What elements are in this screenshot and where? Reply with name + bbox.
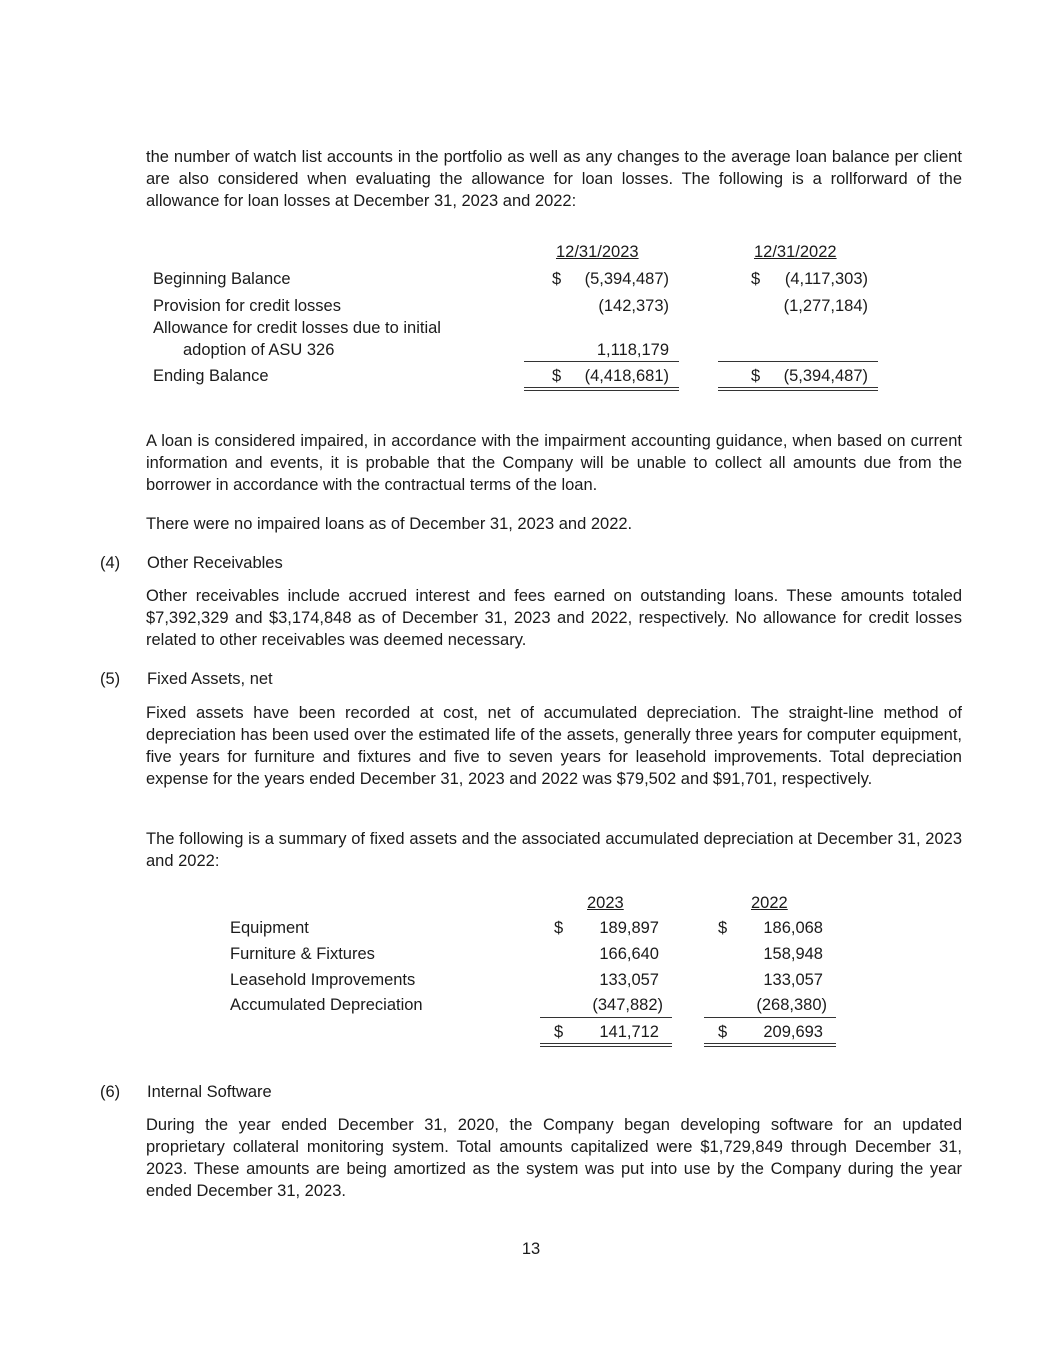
allowance-value: (1,277,184): [783, 297, 868, 315]
fixed-assets-value: 186,068: [763, 919, 823, 937]
fixed-assets-total: 141,712: [599, 1023, 659, 1041]
currency-symbol: $: [552, 367, 562, 385]
section5-number: (5): [100, 670, 121, 688]
allowance-row-label: Provision for credit losses: [153, 297, 341, 315]
section6-body: During the year ended December 31, 2020, the Company began developing software for an updated proprietary collateral monitoring system. Total amounts capitalized were $1,729,849 through December 31, 2023. These amounts are being amortized as the system was put into use by the Company during the year ended December 31, 2023.: [146, 1116, 962, 1200]
section5-title: Fixed Assets, net: [147, 670, 273, 688]
currency-symbol: $: [554, 1023, 564, 1041]
currency-symbol: $: [718, 1023, 728, 1041]
allowance-value: (5,394,487): [584, 270, 669, 288]
no-impaired-paragraph: There were no impaired loans as of December 31, 2023 and 2022.: [146, 515, 633, 533]
allowance-value: (4,117,303): [784, 270, 868, 288]
fixed-assets-row-label: Furniture & Fixtures: [230, 945, 375, 963]
allowance-value: 1,118,179: [596, 341, 669, 359]
currency-symbol: $: [552, 270, 562, 288]
section5-summary-intro: The following is a summary of fixed assets and the associated accumulated depreciation at December 31, 2023 and 2022:: [146, 830, 962, 870]
fixed-assets-value: (268,380): [756, 996, 827, 1014]
subtotal-rule: [718, 361, 878, 362]
total-double-rule: [540, 1043, 672, 1047]
allowance-col2-header: 12/31/2022: [754, 243, 837, 261]
page-number: 13: [521, 1240, 541, 1258]
section5-body: Fixed assets have been recorded at cost, net of accumulated depreciation. The straight-line method of depreciation has been used over the estimated life of the assets, generally three years for computer equipment, five years for furniture and fixtures and five to seven years for leasehold improvements. Total depreciation expense for the years ended December 31, 2023 and 2022 was $79,502 and $91,701, respectively.: [146, 704, 962, 788]
currency-symbol: $: [554, 919, 564, 937]
allowance-value: (142,373): [598, 297, 669, 315]
section4-body: Other receivables include accrued interest and fees earned on outstanding loans. These amounts totaled $7,392,329 and $3,174,848 as of December 31, 2023 and 2022, respectively. No allowance for credit losses related to other receivables was deemed necessary.: [146, 587, 962, 649]
section4-title: Other Receivables: [147, 554, 283, 572]
fixed-assets-row-label: Equipment: [230, 919, 309, 937]
section4-number: (4): [100, 554, 121, 572]
fixed-assets-value: 166,640: [599, 945, 659, 963]
allowance-row-label: Ending Balance: [153, 367, 269, 385]
currency-symbol: $: [718, 919, 728, 937]
currency-symbol: $: [751, 367, 761, 385]
section6-number: (6): [100, 1083, 121, 1101]
subtotal-rule: [524, 361, 679, 362]
fixed-assets-value: 133,057: [763, 971, 823, 989]
intro-paragraph: the number of watch list accounts in the portfolio as well as any changes to the average loan balance per client are also considered when evaluating the allowance for loan losses. The following is a rollforward of the allowance for loan losses at December 31, 2023 and 2022:: [146, 148, 962, 210]
total-double-rule: [524, 387, 679, 391]
fixed-assets-row-label: Accumulated Depreciation: [230, 996, 423, 1014]
allowance-value: (4,418,681): [584, 367, 669, 385]
subtotal-rule: [540, 1017, 672, 1018]
fixed-assets-value: 189,897: [599, 919, 659, 937]
subtotal-rule: [704, 1017, 836, 1018]
fixed-assets-col1-header: 2023: [587, 894, 624, 912]
fixed-assets-value: 133,057: [599, 971, 659, 989]
total-double-rule: [704, 1043, 836, 1047]
allowance-row-label: Beginning Balance: [153, 270, 291, 288]
fixed-assets-value: 158,948: [763, 945, 823, 963]
total-double-rule: [718, 387, 878, 391]
fixed-assets-row-label: Leasehold Improvements: [230, 971, 416, 989]
fixed-assets-total: 209,693: [763, 1023, 823, 1041]
allowance-row-label-line2: adoption of ASU 326: [183, 341, 335, 359]
allowance-row-label: Allowance for credit losses due to initial: [153, 319, 441, 337]
fixed-assets-value: (347,882): [592, 996, 663, 1014]
impaired-paragraph: A loan is considered impaired, in accordance with the impairment accounting guidance, when based on current information and events, it is probable that the Company will be unable to collect all amounts due from the borrower in accordance with the contractual terms of the loan.: [146, 432, 962, 494]
currency-symbol: $: [751, 270, 761, 288]
section6-title: Internal Software: [147, 1083, 272, 1101]
allowance-value: (5,394,487): [783, 367, 868, 385]
fixed-assets-col2-header: 2022: [751, 894, 788, 912]
allowance-col1-header: 12/31/2023: [556, 243, 639, 261]
